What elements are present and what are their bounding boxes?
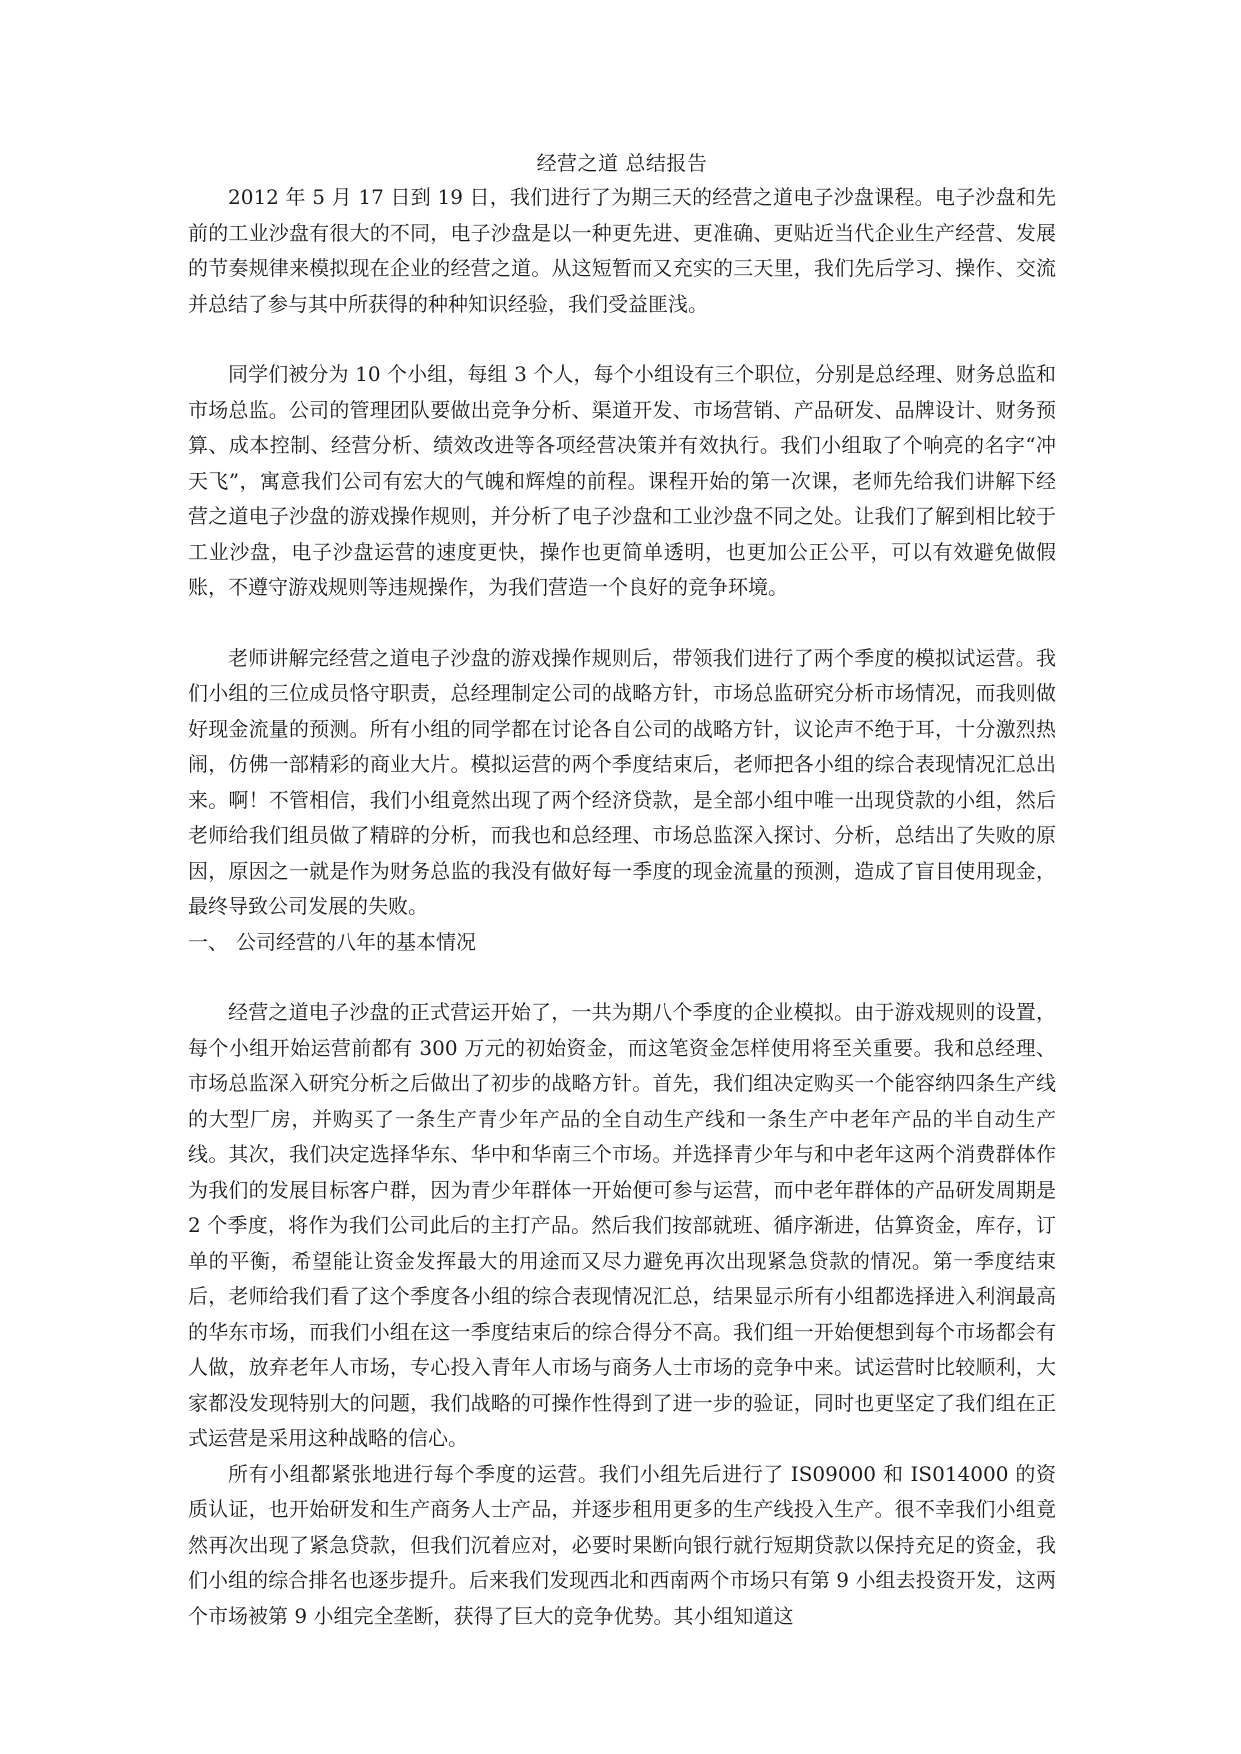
document-title: 经营之道 总结报告: [536, 151, 708, 175]
paragraph-quarters: 所有小组都紧张地进行每个季度的运营。我们小组先后进行了 IS09000 和 IS014000 的资质认证，也开始研发和生产商务人士产品，并逐步租用更多的生产线投入生产。很不幸我们小组竟然再次出现了紧急贷款，但我们沉着应对，必要时果断向银行就行短期贷款以保持充足的资金，我们小组的综合排名也逐步提升。后来我们发现西北和西南两个市场只有第 9 小组去投资开发，这两个市场被第 9 小组完全垄断，获得了巨大的竞争优势。其小组知道这: [188, 1461, 1056, 1628]
document-page: [188, 150, 1056, 1634]
paragraph-intro: 2012 年 5 月 17 日到 19 日，我们进行了为期三天的经营之道电子沙盘课程。电子沙盘和先前的工业沙盘有很大的不同，电子沙盘是以一种更先进、更准确、更贴近当代企业生产经营、发展的节奏规律来模拟现在企业的经营之道。从这短暂而又充实的三天里，我们先后学习、操作、交流并总结了参与其中所获得的种种知识经验，我们受益匪浅。: [188, 185, 1056, 316]
paragraph-operations: 经营之道电子沙盘的正式营运开始了，一共为期八个季度的企业模拟。由于游戏规则的设置，每个小组开始运营前都有 300 万元的初始资金，而这笔资金怎样使用将至关重要。我和总经理、市场总监深入研究分析之后做出了初步的战略方针。首先，我们组决定购买一个能容纳四条生产线的大型厂房，并购买了一条生产青少年产品的全自动生产线和一条生产中老年产品的半自动生产线。其次，我们决定选择华东、华中和华南三个市场。并选择青少年与和中老年这两个消费群体作为我们的发展目标客户群，因为青少年群体一开始便可参与运营，而中老年群体的产品研发周期是 2 个季度，将作为我们公司此后的主打产品。然后我们按部就班、循序渐进，估算资金，库存，订单的平衡，希望能让资金发挥最大的用途而又尽力避免再次出现紧急贷款的情况。第一季度结束后，老师给我们看了这个季度各小组的综合表现情况汇总，结果显示所有小组都选择进入利润最高的华东市场，而我们小组在这一季度结束后的综合得分不高。我们组一开始便想到每个市场都会有人做，放弃老年人市场，专心投入青年人市场与商务人士市场的竞争中来。试运营时比较顺利，大家都没发现特别大的问题，我们战略的可操作性得到了进一步的验证，同时也更坚定了我们组在正式运营是采用这种战略的信心。: [188, 1000, 1056, 1450]
section-heading-text: 公司经营的八年的基本情况: [236, 929, 476, 954]
section-heading-number: 一、: [188, 929, 228, 954]
paragraph-trial-run: 老师讲解完经营之道电子沙盘的游戏操作规则后，带领我们进行了两个季度的模拟试运营。我们小组的三位成员恪守职责，总经理制定公司的战略方针，市场总监研究分析市场情况，而我则做好现金流量的预测。所有小组的同学都在讨论各自公司的战略方针，议论声不绝于耳，十分激烈热闹，仿佛一部精彩的商业大片。模拟运营的两个季度结束后，老师把各小组的综合表现情况汇总出来。啊！不管相信，我们小组竟然出现了两个经济贷款，是全部小组中唯一出现贷款的小组，然后老师给我们组员做了精辟的分析，而我也和总经理、市场总监深入探讨、分析，总结出了失败的原因，原因之一就是作为财务总监的我没有做好每一季度的现金流量的预测，造成了盲目使用现金，最终导致公司发展的失败。: [188, 645, 1056, 918]
paragraph-teams: 同学们被分为 10 个小组，每组 3 个人，每个小组设有三个职位，分别是总经理、财务总监和市场总监。公司的管理团队要做出竞争分析、渠道开发、市场营销、产品研发、品牌设计、财务预算、成本控制、经营分析、绩效改进等各项经营决策并有效执行。我们小组取了个响亮的名字“冲天飞”，寓意我们公司有宏大的气魄和辉煌的前程。课程开始的第一次课，老师先给我们讲解下经营之道电子沙盘的游戏操作规则，并分析了电子沙盘和工业沙盘不同之处。让我们了解到相比较于工业沙盘，电子沙盘运营的速度更快，操作也更简单透明，也更加公正公平，可以有效避免做假账，不遵守游戏规则等违规操作，为我们营造一个良好的竞争环境。: [188, 362, 1056, 599]
section-heading: [188, 925, 1056, 961]
